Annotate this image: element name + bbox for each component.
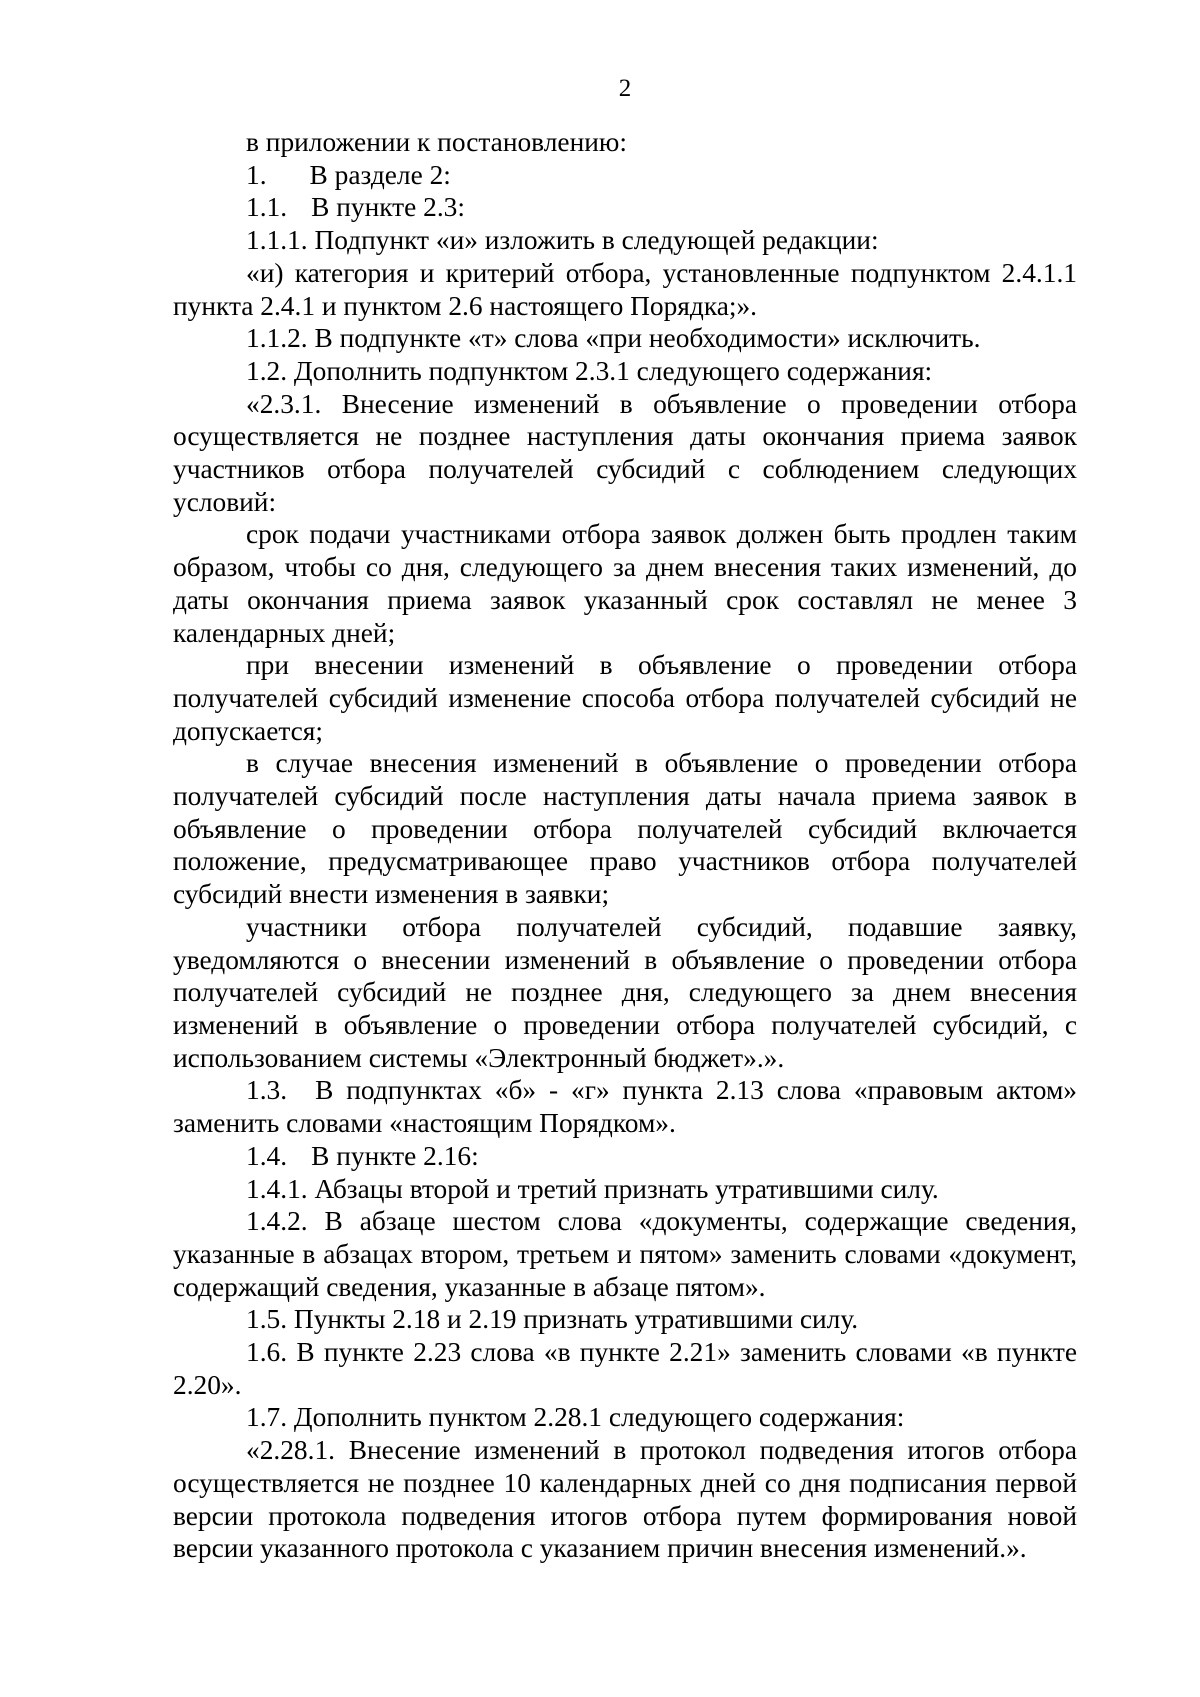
- paragraph: в приложении к постановлению:: [246, 127, 627, 157]
- paragraph: 1.5. Пункты 2.18 и 2.19 признать утратившими силу.: [246, 1304, 859, 1335]
- paragraph: 1.6. В пункте 2.23 слова «в пункте 2.21» заменить словами «в пункте 2.20».: [173, 1337, 1077, 1400]
- paragraph: «и) категория и критерий отбора, установленные подпунктом 2.4.1.1 пункта 2.4.1 и пунктом 2.6 настоящего Порядка;».: [173, 257, 1077, 321]
- paragraph: 1.4.1. Абзацы второй и третий признать утратившими силу.: [246, 1173, 939, 1204]
- item-text: В пункте 2.3:: [311, 192, 465, 223]
- paragraph: срок подачи участниками отбора заявок должен быть продлен таким образом, чтобы со дня, следующего за днем внесения таких изменений, до даты окончания приема заявок указанный срок составлял не менее 3 календарных дней;: [173, 519, 1077, 648]
- paragraph: «2.28.1. Внесение изменений в протокол подведения итогов отбора осуществляется не позднее 10 календарных дней со дня подписания первой версии протокола подведения итогов отбора путем формирования новой версии указанного протокола с указанием причин внесения изменений.».: [173, 1435, 1077, 1564]
- numbered-paragraph: [173, 191, 1077, 224]
- paragraph: участники отбора получателей субсидий, подавшие заявку, уведомляются о внесении изменений в объявление о проведении отбора получателей субсидий не позднее дня, следующего за днем внесения изменений в объявление о проведении отбора получателей субсидий, с использованием системы «Электронный бюджет».».: [173, 911, 1077, 1073]
- item-text: В разделе 2:: [309, 159, 451, 190]
- paragraph: при внесении изменений в объявление о проведении отбора получателей субсидий изменение способа отбора получателей субсидий не допускается;: [173, 650, 1077, 746]
- numbered-paragraph: [173, 1074, 1077, 1139]
- paragraph: в случае внесения изменений в объявление о проведении отбора получателей субсидий после наступления даты начала приема заявок в объявление о проведении отбора получателей субсидий включается положение, предусматривающее право участников отбора получателей субсидий внести изменения в заявки;: [173, 748, 1077, 910]
- item-text: В пункте 2.16:: [311, 1140, 479, 1171]
- paragraph: 1.4.2. В абзаце шестом слова «документы, содержащие сведения, указанные в абзацах втором, третьем и пятом» заменить словами «документ, содержащий сведения, указанные в абзаце пятом».: [173, 1206, 1077, 1302]
- paragraph: 1.1.1. Подпункт «и» изложить в следующей редакции:: [246, 225, 879, 256]
- item-number: 1.: [246, 159, 267, 190]
- item-number: 1.1.: [246, 192, 288, 223]
- numbered-paragraph: [173, 159, 1077, 192]
- paragraph: 1.1.2. В подпункте «т» слова «при необходимости» исключить.: [246, 323, 981, 354]
- document-body: [173, 126, 1077, 1565]
- item-number: 1.4.: [246, 1140, 288, 1171]
- numbered-paragraph: [173, 1140, 1077, 1173]
- page-number: 2: [618, 75, 632, 102]
- paragraph: 1.2. Дополнить подпунктом 2.3.1 следующего содержания:: [246, 355, 933, 386]
- item-text: В подпунктах «б» - «г» пункта 2.13 слова «правовым актом» заменить словами «настоящим Порядком».: [173, 1075, 1077, 1139]
- paragraph: «2.3.1. Внесение изменений в объявление о проведении отбора осуществляется не позднее наступления даты окончания приема заявок участников отбора получателей субсидий с соблюдением следующих условий:: [173, 388, 1077, 517]
- item-number: 1.3.: [246, 1075, 288, 1106]
- paragraph: 1.7. Дополнить пунктом 2.28.1 следующего содержания:: [246, 1402, 905, 1433]
